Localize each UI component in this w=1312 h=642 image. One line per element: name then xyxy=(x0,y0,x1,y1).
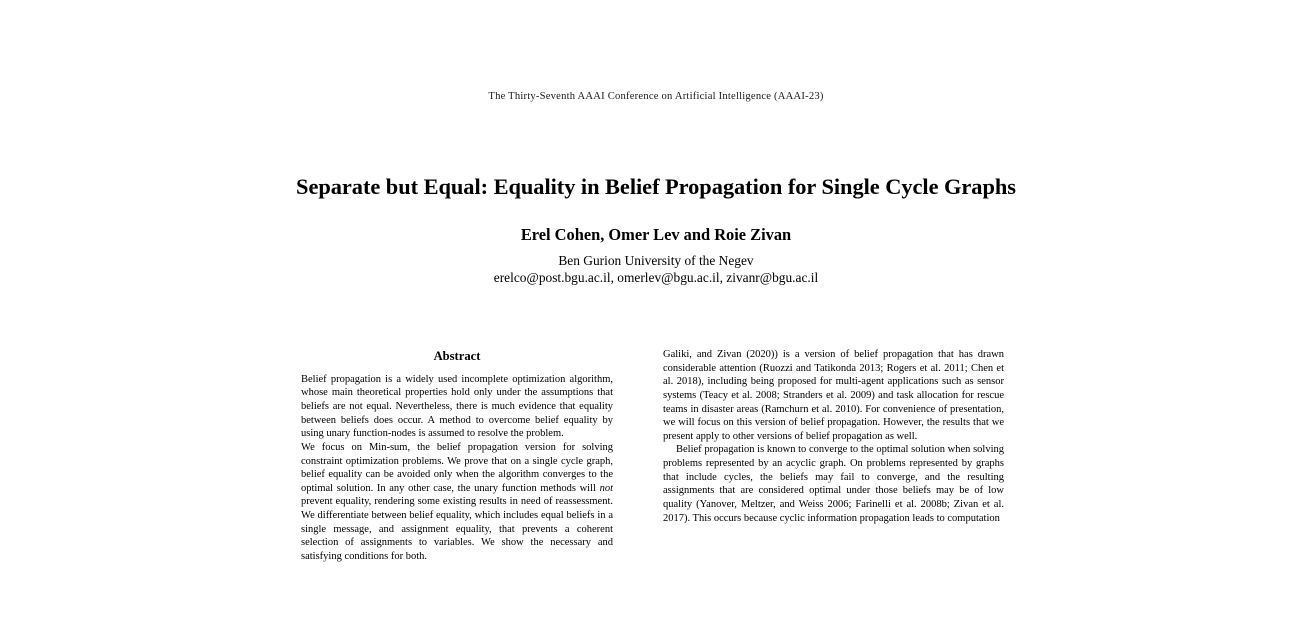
affiliation: Ben Gurion University of the Negev xyxy=(558,253,754,268)
page-title: Separate but Equal: Equality in Belief Propagation for Single Cycle Graphs xyxy=(296,174,1016,199)
conference-header: The Thirty-Seventh AAAI Conference on Artificial Intelligence (AAAI-23) xyxy=(488,91,824,102)
abstract-paragraph-2-part2: prevent equality, rendering some existing results in need of reassessment. We differentiate between belief equality, which includes equal beliefs in a single message, and assignment equality, that prevents a coherent selection of assignments to variables. We show the necessary and satisfying conditions for both. xyxy=(301,496,613,562)
body-paragraph-2: Belief propagation is known to converge to the optimal solution when solving problems represented by an acyclic graph. On problems represented by graphs that include cycles, the beliefs may fail to converge, and the resulting assignments that are considered optimal under those beliefs may be of low quality (Yanover, Meltzer, and Weiss 2006; Farinelli et al. 2008b; Zivan et al. 2017). This occurs because cyclic information propagation leads to computation xyxy=(663,444,1004,524)
abstract-emphasis-not: not xyxy=(599,482,613,494)
author-emails: erelco@post.bgu.ac.il, omerlev@bgu.ac.il, zivanr@bgu.ac.il xyxy=(493,270,819,285)
abstract-paragraph-1: Belief propagation is a widely used incomplete optimization algorithm, whose main theoretical properties hold only under the assumptions that beliefs are not equal. Nevertheless, there is much evidence that equality between beliefs does occur. A method to overcome belief equality by using unary function-nodes is assumed to resolve the problem. xyxy=(301,373,613,440)
abstract-paragraph-2 xyxy=(301,441,613,564)
column-right xyxy=(663,348,1004,642)
body-paragraph-1: Galiki, and Zivan (2020)) is a version of belief propagation that has drawn considerable attention (Ruozzi and Tatikonda 2013; Rogers et al. 2011; Chen et al. 2018), including being proposed for multi-agent applications such as sensor systems (Teacy et al. 2008; Stranders et al. 2009) and task allocation for rescue teams in disaster areas (Ramchurn et al. 2010). For convenience of presentation, we will focus on this version of belief propagation. However, the results that we present apply to other versions of belief propagation as well. xyxy=(663,349,1004,442)
author-list: Erel Cohen, Omer Lev and Roie Zivan xyxy=(520,225,792,244)
column-left xyxy=(301,350,613,642)
abstract-heading: Abstract xyxy=(433,350,481,363)
abstract-paragraph-2-part1: We focus on Min-sum, the belief propagation version for solving constraint optimization problems. We prove that on a single cycle graph, belief equality can be avoided only when the algorithm converges to the optimal solution. In any other case, the unary function methods will xyxy=(301,441,613,494)
